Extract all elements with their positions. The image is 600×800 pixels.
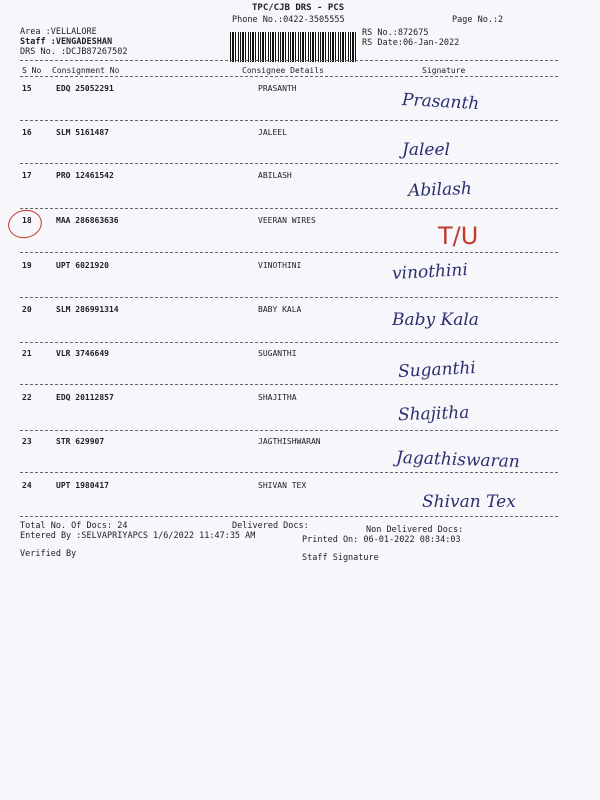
divider [20,342,558,343]
handwritten-signature: vinothini [391,260,469,284]
handwritten-signature: Suganthi [397,357,477,383]
row-consignment: UPT 1980417 [56,481,109,490]
row-sno: 22 [22,393,32,402]
barcode [230,32,358,62]
divider [20,430,558,431]
row-consignee: ABILASH [258,171,292,180]
divider [20,76,558,77]
delivered-docs: Delivered Docs: [232,521,309,531]
row-consignment: EDQ 25052291 [56,84,114,93]
row-consignee: VINOTHINI [258,261,302,270]
col-signature: Signature [422,66,466,75]
row-consignment: SLM 286991314 [56,305,119,314]
row-consignee: JAGTHISHWARAN [258,437,321,446]
row-consignee: JALEEL [258,128,287,137]
row-sno: 20 [22,305,32,314]
row-consignee: VEERAN WIRES [258,216,316,225]
row-consignment: PRO 12461542 [56,171,114,180]
col-consignment: Consignment No [52,66,120,75]
divider [20,120,558,121]
row-consignee: SHIVAN TEX [258,481,307,490]
col-sno: S No [22,66,42,75]
handwritten-signature: Shivan Tex [422,492,516,512]
divider [20,163,558,164]
rs-number: RS No.:872675 [362,28,429,38]
drs-number: DRS No. :DCJB87267502 [20,47,128,57]
total-docs: Total No. Of Docs: 24 [20,521,128,531]
phone-number: Phone No.:0422-3505555 [232,15,345,25]
divider [20,297,558,298]
divider [20,384,558,385]
area: Area :VELLALORE [20,27,97,37]
divider [20,208,558,209]
row-sno: 24 [22,481,32,490]
row-consignee: PRASANTH [258,84,297,93]
row-consignment: VLR 3746649 [56,349,109,358]
handwritten-signature: T/U [438,222,479,250]
row-sno: 23 [22,437,32,446]
row-sno: 15 [22,84,32,93]
row-consignment: STR 629907 [56,437,105,446]
handwritten-signature: Baby Kala [392,310,479,330]
entered-by: Entered By :SELVAPRIYAPCS 1/6/2022 11:47:35 AM [20,531,256,541]
row-sno: 16 [22,128,32,137]
divider [20,252,558,253]
col-consignee: Consignee Details [242,66,324,75]
staff-signature: Staff Signature [302,553,379,563]
row-sno: 21 [22,349,32,358]
row-sno: 17 [22,171,32,180]
row-consignee: SUGANTHI [258,349,297,358]
handwritten-signature: Prasanth [401,89,480,115]
row-consignment: SLM 5161487 [56,128,109,137]
rs-date: RS Date:06-Jan-2022 [362,38,460,48]
verified-by: Verified By [20,549,77,559]
row-consignment: MAA 286863636 [56,216,119,225]
handwritten-signature: Shajitha [397,402,470,426]
page-number: Page No.:2 [452,15,504,25]
handwritten-signature: Jagathiswaran [395,447,521,473]
row-consignment: EDQ 20112857 [56,393,114,402]
non-delivered-docs: Non Delivered Docs: [366,525,464,535]
printed-on: Printed On: 06-01-2022 08:34:03 [302,535,461,545]
row-sno: 19 [22,261,32,270]
handwritten-signature: Abilash [407,178,473,202]
handwritten-signature: Jaleel [402,140,450,160]
row-consignee: SHAJITHA [258,393,297,402]
divider [20,472,558,473]
row-consignee: BABY KALA [258,305,302,314]
document-title: TPC/CJB DRS - PCS [252,3,345,13]
row-sno: 18 [22,216,32,225]
staff: Staff :VENGADESHAN [20,37,113,47]
row-consignment: UPT 6021920 [56,261,109,270]
divider [20,516,558,517]
divider [20,60,558,61]
